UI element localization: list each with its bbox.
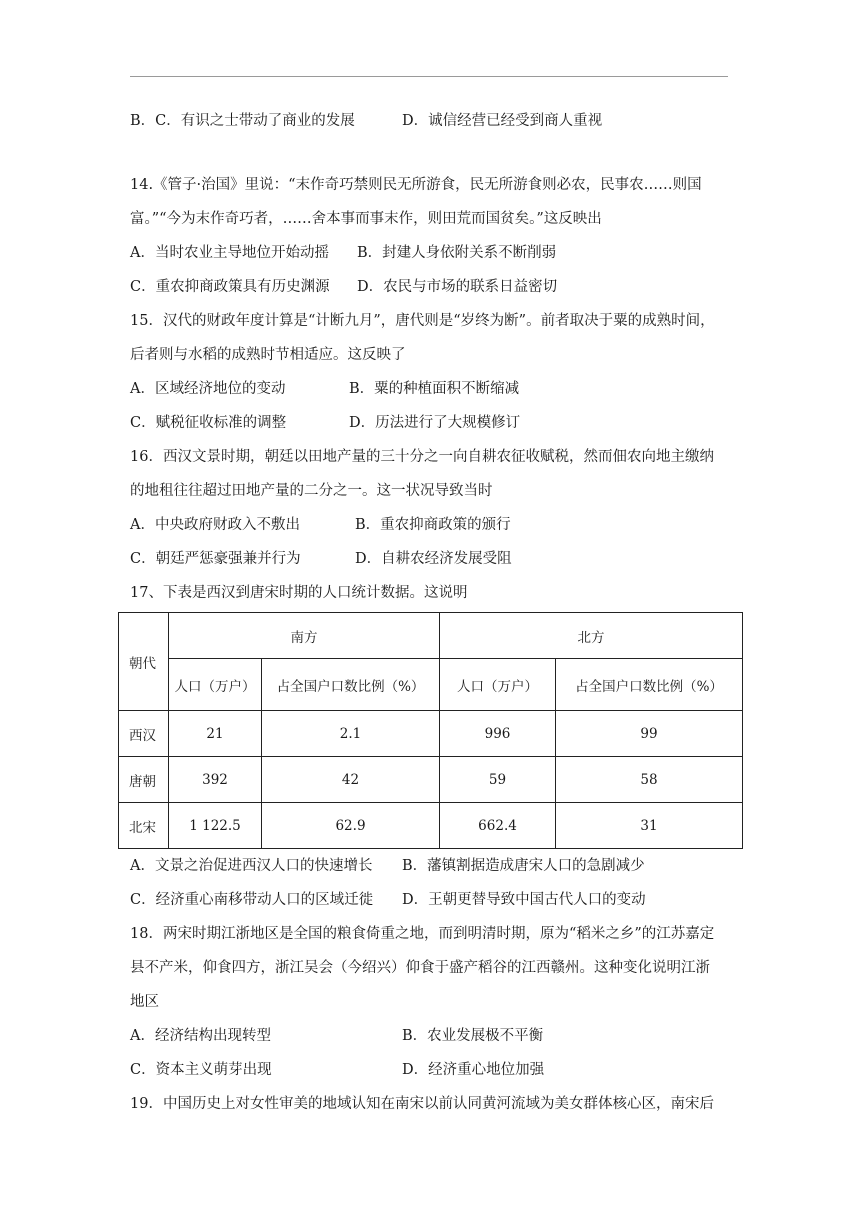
q16-options-row-2 xyxy=(130,542,745,576)
q18-option-b: B．农业发展极不平衡 xyxy=(402,1028,544,1044)
question-14 xyxy=(130,168,745,304)
q19-stem-line-1: 19．中国历史上对女性审美的地域认知在南宋以前认同黄河流域为美女群体核心区，南宋后 xyxy=(130,1096,714,1112)
q16-option-c: C．朝廷严惩豪强兼并行为 xyxy=(130,551,301,567)
q18-stem-line-2: 县不产米，仰食四方，浙江吴会（今绍兴）仰食于盛产稻谷的江西赣州。这种变化说明江浙 xyxy=(130,960,710,976)
q15-stem-line-2: 后者则与水稻的成熟时节相适应。这反映了 xyxy=(130,347,406,363)
q14-option-b: B．封建人身依附关系不断削弱 xyxy=(357,245,557,261)
table-header-north: 北方 xyxy=(440,613,743,659)
table-row xyxy=(119,757,743,803)
table-cell: 996 xyxy=(440,711,556,757)
q18-option-c: C．资本主义萌芽出现 xyxy=(130,1062,272,1078)
q17-option-b: B．藩镇割据造成唐宋人口的急剧减少 xyxy=(402,858,645,874)
q17-option-a: A．文景之治促进西汉人口的快速增长 xyxy=(130,858,373,874)
table-cell: 662.4 xyxy=(440,803,556,849)
q16-options-row-1 xyxy=(130,508,745,542)
q16-option-b: B．重农抑商政策的颁行 xyxy=(355,517,511,533)
table-subheader-south-population: 人口（万户） xyxy=(169,659,262,711)
q15-option-b: B．粟的种植面积不断缩减 xyxy=(349,381,520,397)
question-19 xyxy=(130,1087,745,1121)
q13-option-d: D．诚信经营已经受到商人重视 xyxy=(402,113,603,129)
table-row xyxy=(119,803,743,849)
table-header-south: 南方 xyxy=(169,613,440,659)
q15-option-d: D．历法进行了大规模修订 xyxy=(349,415,521,431)
table-cell: 62.9 xyxy=(262,803,440,849)
q14-option-a: A．当时农业主导地位开始动摇 xyxy=(130,245,329,261)
q14-options-row-1 xyxy=(130,236,745,270)
q17-options-row-2 xyxy=(130,883,745,917)
q17-options-row-1 xyxy=(130,849,745,883)
table-row-dynasty: 西汉 xyxy=(119,711,169,757)
q17-option-c: C．经济重心南移带动人口的区域迁徙 xyxy=(130,892,374,908)
table-cell: 58 xyxy=(556,757,743,803)
table-cell: 2.1 xyxy=(262,711,440,757)
q16-stem-line-2: 的地租往往超过田地产量的二分之一。这一状况导致当时 xyxy=(130,483,493,499)
q16-stem-line-1: 16．西汉文景时期，朝廷以田地产量的三十分之一向自耕农征收赋税，然而佃农向地主缴纳 xyxy=(130,449,714,465)
q15-stem-line-1: 15．汉代的财政年度计算是“计断九月”，唐代则是“岁终为断”。前者取决于粟的成熟时间， xyxy=(130,313,715,329)
table-subheader-north-ratio: 占全国户口数比例（%） xyxy=(556,659,743,711)
q17-stem: 17、下表是西汉到唐宋时期的人口统计数据。这说明 xyxy=(130,585,468,601)
table-cell: 1 122.5 xyxy=(169,803,262,849)
table-subheader-south-ratio: 占全国户口数比例（%） xyxy=(262,659,440,711)
q14-option-c: C．重农抑商政策具有历史渊源 xyxy=(130,279,330,295)
q15-option-c: C．赋税征收标准的调整 xyxy=(130,415,287,431)
question-18 xyxy=(130,917,745,1087)
q18-option-d: D．经济重心地位加强 xyxy=(402,1062,545,1078)
population-table xyxy=(118,612,743,849)
table-row-dynasty: 唐朝 xyxy=(119,757,169,803)
q14-stem-line-1: 14.《管子·治国》里说：“末作奇巧禁则民无所游食，民无所游食则必农，民事农……则国 xyxy=(130,177,702,193)
table-corner-dynasty: 朝代 xyxy=(119,613,169,711)
q18-stem-line-3: 地区 xyxy=(130,994,159,1010)
q16-option-d: D．自耕农经济发展受阻 xyxy=(355,551,512,567)
table-cell: 21 xyxy=(169,711,262,757)
table-cell: 59 xyxy=(440,757,556,803)
table-row-dynasty: 北宋 xyxy=(119,803,169,849)
table-subheader-north-population: 人口（万户） xyxy=(440,659,556,711)
q17-option-d: D．王朝更替导致中国古代人口的变动 xyxy=(402,892,646,908)
q14-option-d: D．农民与市场的联系日益密切 xyxy=(357,279,558,295)
table-cell: 392 xyxy=(169,757,262,803)
q15-option-a: A．区域经济地位的变动 xyxy=(130,381,286,397)
q16-option-a: A．中央政府财政入不敷出 xyxy=(130,517,300,533)
q14-options-row-2 xyxy=(130,270,745,304)
q14-stem-line-2: 富。”“今为末作奇巧者，……舍本事而事末作，则田荒而国贫矣。”这反映出 xyxy=(130,211,602,227)
question-16 xyxy=(130,440,745,576)
q18-option-a: A．经济结构出现转型 xyxy=(130,1028,271,1044)
exam-page xyxy=(130,104,745,1121)
q18-stem-line-1: 18．两宋时期江浙地区是全国的粮食倚重之地，而到明清时期，原为“稻米之乡”的江苏嘉定 xyxy=(130,926,715,942)
table-row xyxy=(119,711,743,757)
q18-options-row-2 xyxy=(130,1053,745,1087)
q15-options-row-2 xyxy=(130,406,745,440)
q13-option-bc: B．C．有识之士带动了商业的发展 xyxy=(130,113,355,129)
table-cell: 42 xyxy=(262,757,440,803)
q18-options-row-1 xyxy=(130,1019,745,1053)
q13-options-row xyxy=(130,104,745,138)
header-rule xyxy=(130,76,728,77)
table-cell: 99 xyxy=(556,711,743,757)
table-cell: 31 xyxy=(556,803,743,849)
question-17 xyxy=(130,576,745,917)
q15-options-row-1 xyxy=(130,372,745,406)
question-15 xyxy=(130,304,745,440)
